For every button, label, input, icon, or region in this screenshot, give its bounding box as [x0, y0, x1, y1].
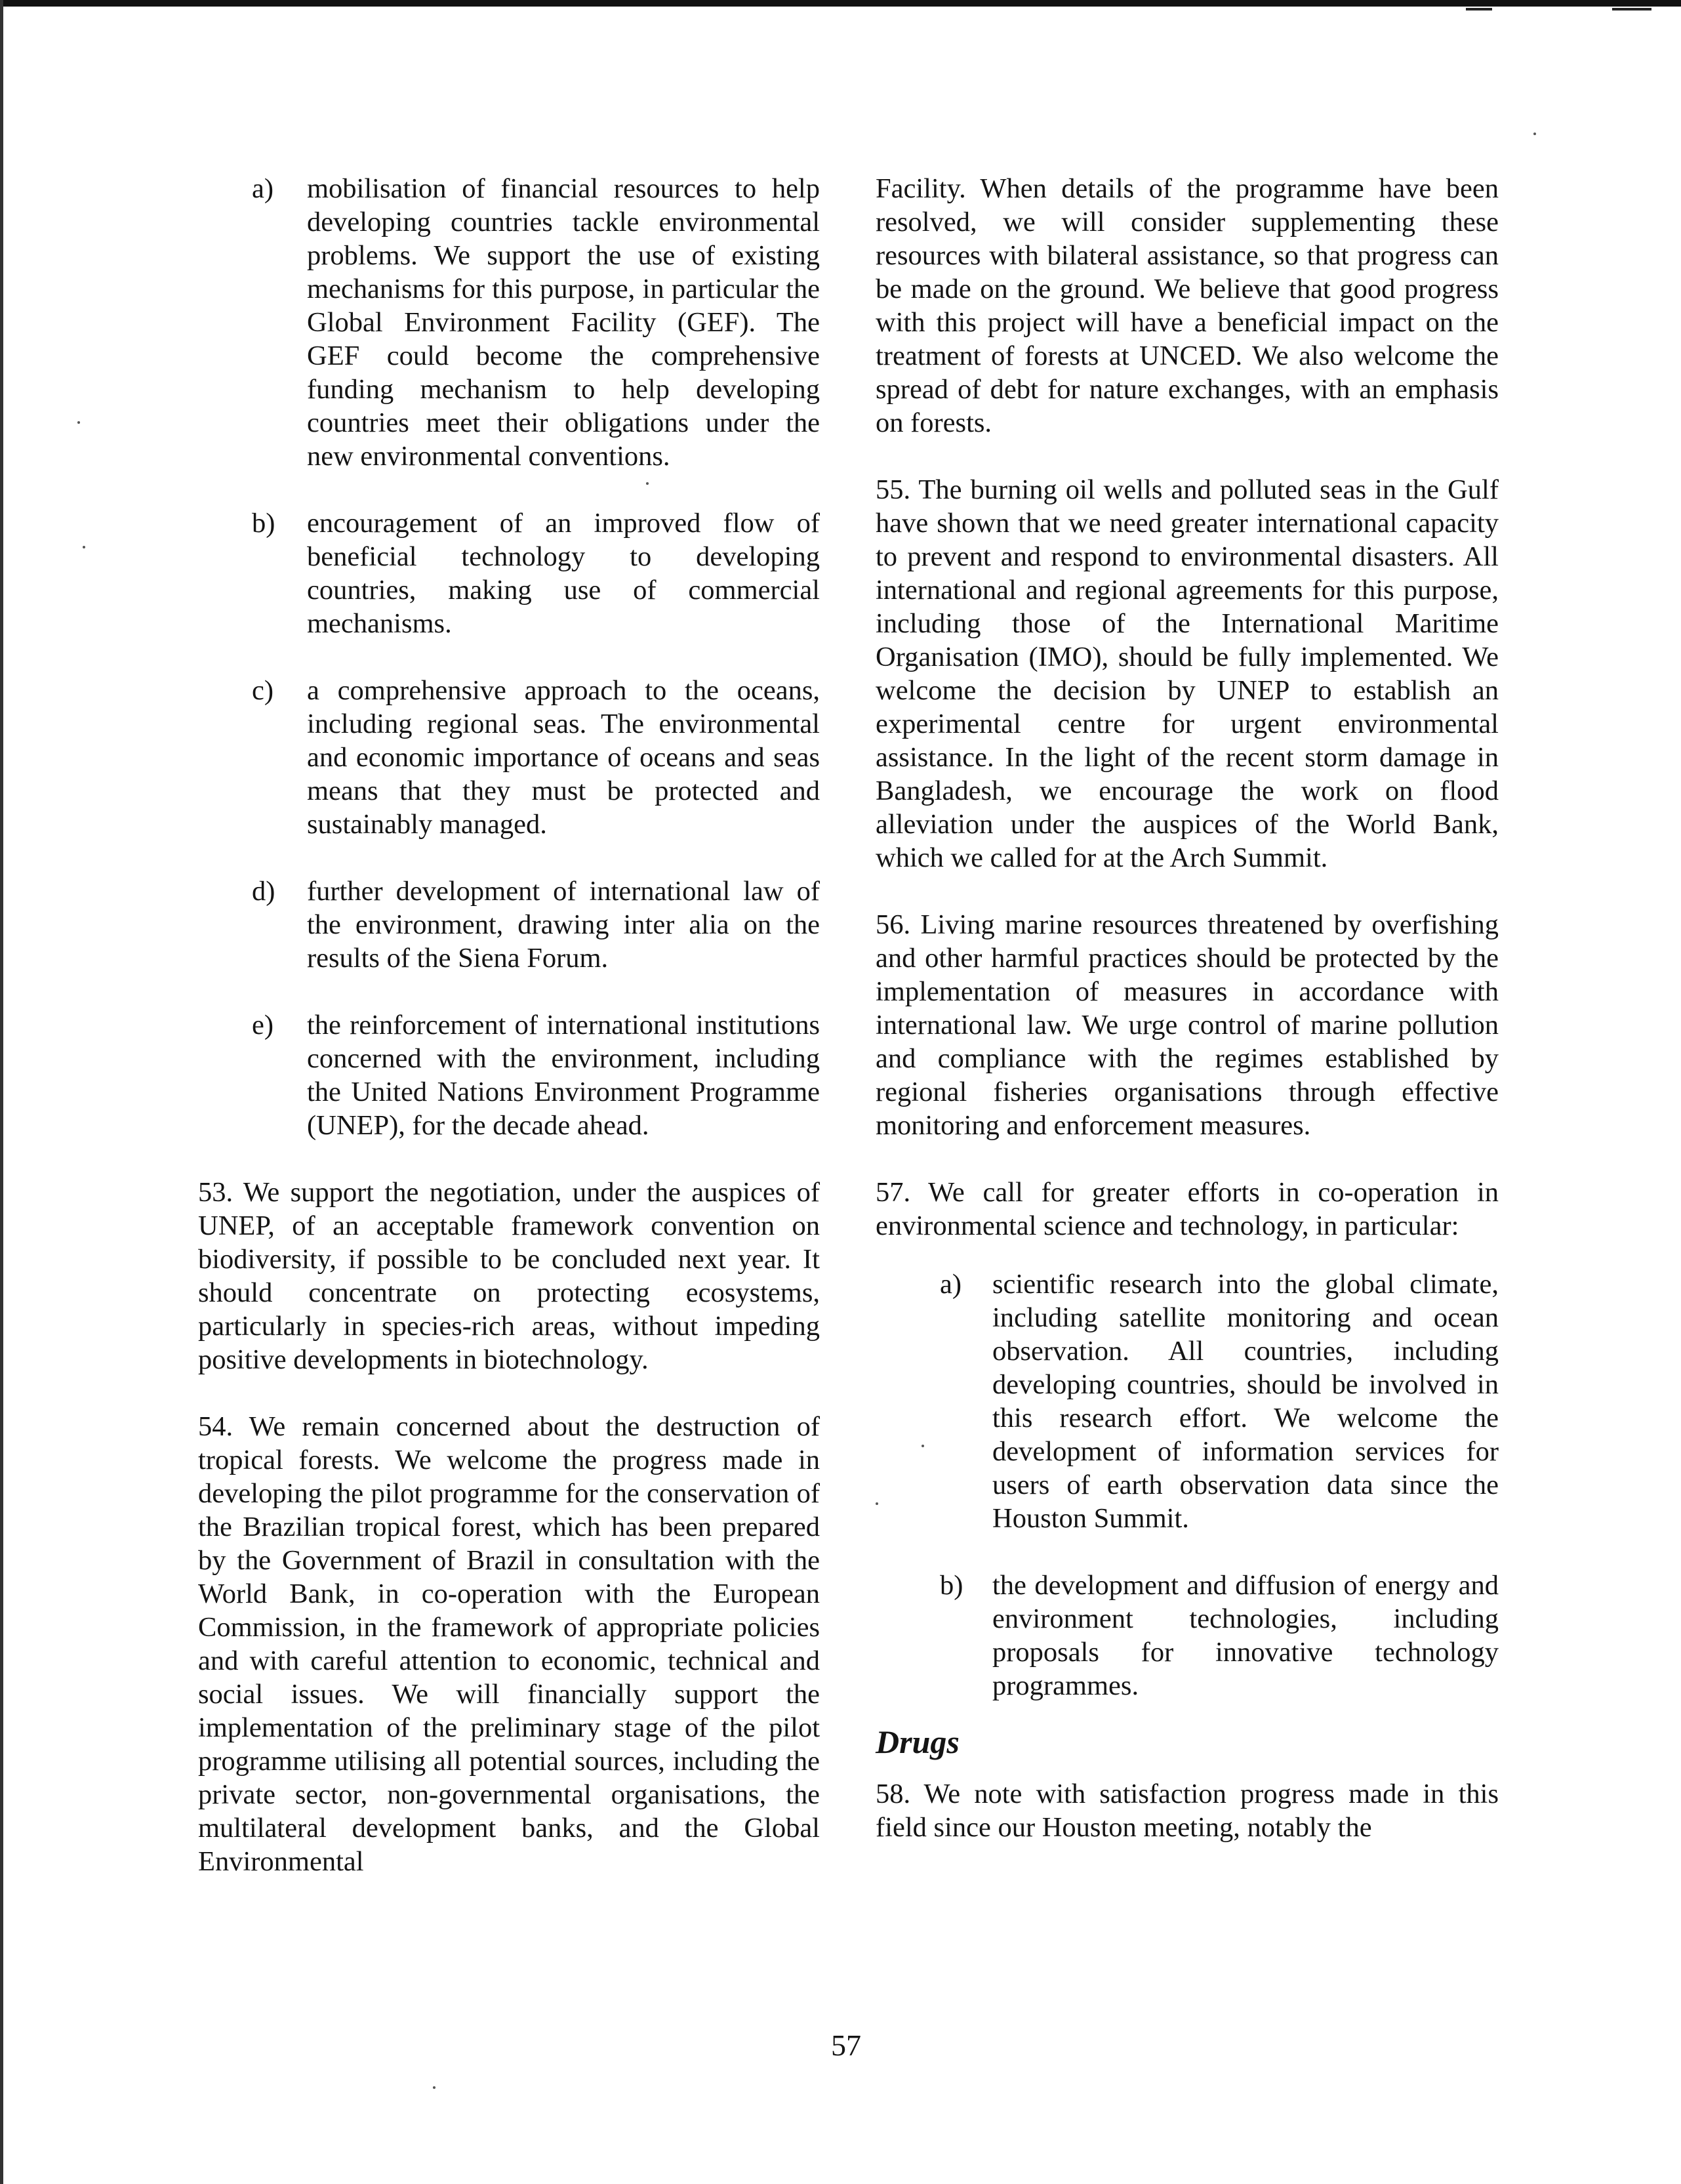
list-item-text: encouragement of an improved flow of beneficial technology to developing countries, making use of commercial mechanisms.	[307, 508, 820, 639]
section-heading-drugs: Drugs	[876, 1723, 960, 1760]
list-marker: a)	[252, 173, 274, 204]
list-marker: b)	[252, 508, 275, 539]
list-item-text: the reinforcement of international institutions concerned with the environment, including the United Nations Environment Programme (UNEP), for the decade ahead.	[307, 1010, 820, 1141]
paragraph-56: 56. Living marine resources threatened by overfishing and other harmful practices should be protected by the implementation of measures in accordance with international law. We urge control of marine pollution and compliance with the regimes established by regional fisheries organisations through effective monitoring and enforcement measures.	[876, 909, 1499, 1141]
paragraph-54-continued: Facility. When details of the programme have been resolved, we will consider supplementing these resources with bilateral assistance, so that progress can be made on the ground. We believe that good progress with this project will have a beneficial impact on the treatment of forests at UNCED. We also welcome the spread of debt for nature exchanges, with an emphasis on forests.	[876, 173, 1499, 438]
list-item-text: mobilisation of financial resources to help developing countries tackle environmental problems. We support the use of existing mechanisms for this purpose, in particular the Global Environment Facility (GEF). The GEF could become the comprehensive funding mechanism to help developing countries meet their obligations under the new environmental conventions.	[307, 173, 820, 472]
scan-speck	[83, 546, 85, 548]
paragraph-58: 58. We note with satisfaction progress made in this field since our Houston meeting, notably the	[876, 1779, 1499, 1843]
list-item	[198, 172, 820, 473]
list-marker: c)	[252, 675, 274, 706]
scan-top-border	[0, 0, 1681, 7]
paragraph-54: 54. We remain concerned about the destruction of tropical forests. We welcome the progress made in developing the pilot programme for the conservation of the Brazilian tropical forest, which has been prepared by the Government of Brazil in consultation with the World Bank, in co-operation with the European Commission, in the framework of appropriate policies and with careful attention to economic, technical and social issues. We will financially support the implementation of the preliminary stage of the pilot programme utilising all potential sources, including the private sector, non-governmental organisations, the multilateral development banks, and the Global Environmental	[198, 1411, 820, 1877]
scan-speck	[1533, 133, 1536, 135]
scan-left-edge	[0, 0, 3, 2184]
list-item	[876, 1569, 1499, 1702]
scan-mark	[1612, 8, 1651, 10]
paragraph-53: 53. We support the negotiation, under the auspices of UNEP, of an acceptable framework convention on biodiversity, if possible to be concluded next year. It should concentrate on protecting ecosystems, particularly in species-rich areas, without impeding positive developments in biotechnology.	[198, 1177, 820, 1375]
list-marker: e)	[252, 1010, 274, 1040]
list-item	[198, 506, 820, 640]
list-item	[198, 1008, 820, 1142]
page-number: 57	[831, 2029, 861, 2062]
list-item-text: the development and diffusion of energy and environment technologies, including proposals for innovative technology programmes.	[992, 1570, 1499, 1701]
scan-mark	[1466, 8, 1492, 10]
list-marker: d)	[252, 876, 275, 907]
scan-speck	[433, 2086, 435, 2089]
list-item-text: scientific research into the global climate, including satellite monitoring and ocean observation. All countries, including developing countries, should be involved in this research effort. We welcome the development of information services for users of earth observation data since the Houston Summit.	[992, 1269, 1499, 1534]
list-marker: a)	[940, 1269, 962, 1300]
list-item-text: a comprehensive approach to the oceans, including regional seas. The environmental and economic importance of oceans and seas means that they must be protected and sustainably managed.	[307, 675, 820, 840]
list-item	[198, 674, 820, 841]
list-item-text: further development of international law of the environment, drawing inter alia on the results of the Siena Forum.	[307, 876, 820, 974]
list-item	[876, 1267, 1499, 1535]
paragraph-55: 55. The burning oil wells and polluted seas in the Gulf have shown that we need greater international capacity to prevent and respond to environmental disasters. All international and regional agreements for this purpose, including those of the International Maritime Organisation (IMO), should be fully implemented. We welcome the decision by UNEP to establish an experimental centre for urgent environmental assistance. In the light of the recent storm damage in Bangladesh, we encourage the work on flood alleviation under the auspices of the World Bank, which we called for at the Arch Summit.	[876, 474, 1499, 873]
list-item	[198, 875, 820, 975]
left-column	[198, 172, 820, 1912]
list-marker: b)	[940, 1570, 963, 1601]
paragraph-57: 57. We call for greater efforts in co-operation in environmental science and technology, in particular:	[876, 1177, 1499, 1241]
scan-speck	[77, 421, 80, 424]
right-column	[876, 172, 1499, 1878]
